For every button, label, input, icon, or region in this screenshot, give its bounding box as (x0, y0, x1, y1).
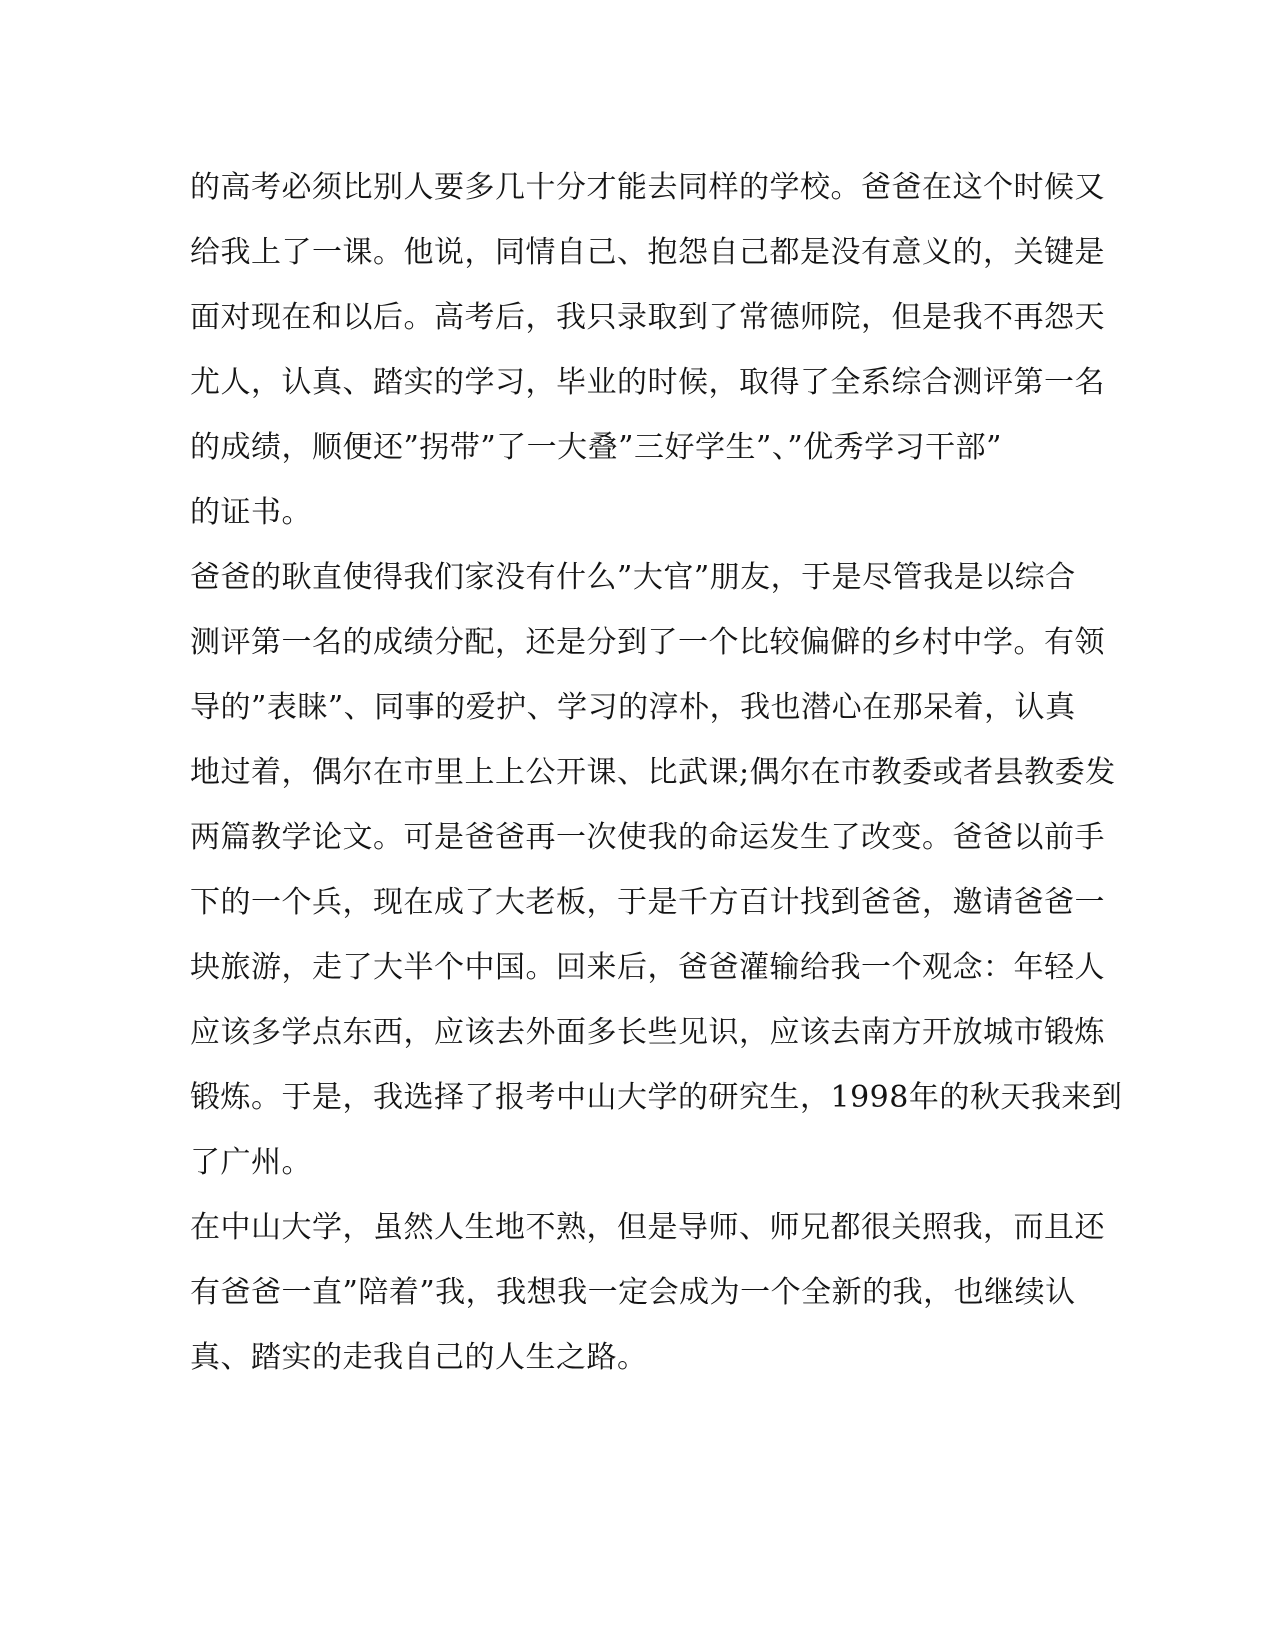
text-line: 在中山大学，虽然人生地不熟，但是导师、师兄都很关照我，而且还 (190, 1210, 1105, 1245)
text-line: 测评第一名的成绩分配，还是分到了一个比较偏僻的乡村中学。有领 (190, 625, 1105, 660)
text-line: 应该多学点东西，应该去外面多长些见识，应该去南方开放城市锻炼 (190, 1015, 1105, 1050)
text-line: 地过着，偶尔在市里上上公开课、比武课;偶尔在市教委或者县教委发 (190, 755, 1116, 790)
text-line: 两篇教学论文。可是爸爸再一次使我的命运发生了改变。爸爸以前手 (190, 820, 1105, 855)
text-line: 爸爸的耿直使得我们家没有什么”大官”朋友，于是尽管我是以综合 (190, 560, 1076, 595)
text-line: 的证书。 (190, 495, 312, 530)
text-line: 真、踏实的走我自己的人生之路。 (190, 1340, 648, 1375)
text-line: 尤人，认真、踏实的学习，毕业的时候，取得了全系综合测评第一名 (190, 365, 1105, 400)
text-line: 的高考必须比别人要多几十分才能去同样的学校。爸爸在这个时候又 (190, 170, 1105, 205)
text-line: 下的一个兵，现在成了大老板，于是千方百计找到爸爸，邀请爸爸一 (190, 885, 1105, 920)
text-line: 导的”表睐”、同事的爱护、学习的淳朴，我也潜心在那呆着，认真 (190, 690, 1076, 725)
body-text (190, 160, 1123, 1395)
text-line: 锻炼。于是，我选择了报考中山大学的研究生，1998年的秋天我来到 (190, 1080, 1123, 1115)
text-line: 有爸爸一直”陪着”我，我想我一定会成为一个全新的我，也继续认 (190, 1275, 1076, 1310)
text-line: 块旅游，走了大半个中国。回来后，爸爸灌输给我一个观念：年轻人 (190, 950, 1105, 985)
text-line: 面对现在和以后。高考后，我只录取到了常德师院，但是我不再怨天 (190, 300, 1105, 335)
text-line: 了广州。 (190, 1145, 312, 1180)
text-line: 给我上了一课。他说，同情自己、抱怨自己都是没有意义的，关键是 (190, 235, 1105, 270)
text-line: 的成绩，顺便还”拐带”了一大叠”三好学生”、”优秀学习干部” (190, 430, 1003, 465)
